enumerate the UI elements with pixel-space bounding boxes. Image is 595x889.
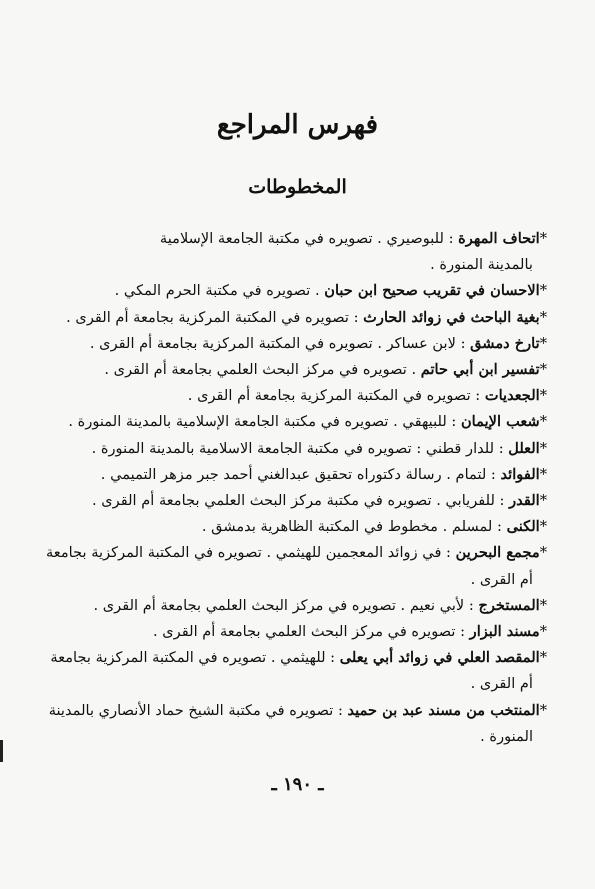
entry-title: القدر [509,492,540,510]
entry-description: . تصويره في مركز البحث العلمي بجامعة أم القرى . [104,361,421,379]
entry-bullet: * [539,465,547,483]
entry-description: : للهيثمي . تصويره في المكتبة المركزية بجامعة [50,649,340,667]
entry-title: المنتخب من مسند عبد بن حميد [347,701,540,719]
entry-title: الاحسان في تقريب صحيح ابن حبان [324,282,540,300]
entry-bullet: * [539,334,547,352]
section-heading: المخطوطات [248,176,347,198]
entry-description: : تصويره في مكتبة الشيخ حماد الأنصاري بالمدينة [48,701,348,719]
entry-title: المستخرج [478,596,540,614]
reference-entry [28,514,547,540]
reference-entry [28,409,547,435]
entry-description: : لأبي نعيم . تصويره في مركز البحث العلمي بجامعة أم القرى . [93,596,479,614]
reference-entry [28,305,547,331]
entry-title: المقصد العلي في زوائد أبي يعلى [339,649,540,667]
page-number: ـ ١٩٠ ـ [271,774,324,795]
entry-continuation: أم القرى . [470,675,533,693]
entry-bullet: * [539,439,547,457]
entry-bullet: * [539,492,547,510]
reference-entry [28,331,547,357]
entry-description: : للفريابي . تصويره في مكتبة مركز البحث العلمي بجامعة أم القرى . [91,492,510,510]
reference-entry [28,462,547,488]
entry-continuation: المنورة . [480,727,533,745]
scan-edge-mark [0,740,3,762]
entry-description: . تصويره في مكتبة الحرم المكي . [114,282,325,300]
entry-description: : للدار قطني : تصويره في مكتبة الجامعة الاسلامية بالمدينة المنورة . [91,439,509,457]
entry-description: : للبوصيري . تصويره في مكتبة الجامعة الإسلامية [159,230,459,247]
entry-title: الكنى [506,518,540,536]
reference-list [28,226,547,750]
reference-entry [28,645,547,697]
entry-description: : لمسلم . مخطوط في المكتبة الظاهرية بدمشق . [201,518,507,536]
entry-bullet: * [539,230,547,247]
entry-description: : تصويره في المكتبة المركزية بجامعة أم القرى . [66,308,364,326]
reference-entry [28,383,547,409]
entry-title: اتحاف المهرة [458,230,540,247]
entry-bullet: * [539,544,547,562]
entry-title: تفسير ابن أبي حاتم [420,361,540,379]
entry-bullet: * [539,518,547,536]
reference-entry [28,278,547,304]
entry-continuation: أم القرى . [470,570,533,588]
entry-bullet: * [539,308,547,326]
page-title: فهرس المراجع [216,110,379,140]
entry-bullet: * [539,623,547,641]
entry-description: : للبيهقي . تصويره في مكتبة الجامعة الإسلامية بالمدينة المنورة . [68,413,461,431]
entry-title: شعب الإيمان [460,413,540,431]
entry-continuation: بالمدينة المنورة . [430,256,533,274]
entry-bullet: * [539,387,547,405]
entry-title: مسند البزار [469,623,540,641]
entry-title: الجعديات [484,387,540,405]
entry-bullet: * [539,413,547,431]
entry-bullet: * [539,701,547,719]
entry-title: مجمع البحرين [455,544,540,562]
reference-entry [28,488,547,514]
entry-bullet: * [539,282,547,300]
entry-description: : تصويره في مركز البحث العلمي بجامعة أم القرى . [152,623,470,641]
entry-title: الفوائد [500,465,540,483]
entry-title: تارخ دمشق [470,334,540,352]
reference-entry [28,619,547,645]
entry-bullet: * [539,361,547,379]
entry-bullet: * [539,596,547,614]
entry-description: : في زوائد المعجمين للهيثمي . تصويره في المكتبة المركزية بجامعة [45,544,456,562]
entry-bullet: * [539,649,547,667]
entry-description: : لتمام . رسالة دكتوراه تحقيق عبدالغني أحمد جبر مزهر التميمي . [100,465,501,483]
reference-entry [28,436,547,462]
reference-entry [28,540,547,592]
reference-entry [28,593,547,619]
entry-description: : لابن عساكر . تصويره في المكتبة المركزية بجامعة أم القرى . [89,334,471,352]
entry-title: العلل [508,439,540,457]
entry-description: : تصويره في المكتبة المركزية بجامعة أم القرى . [187,387,485,405]
reference-entry [28,226,547,278]
reference-entry [28,698,547,750]
entry-title: بغية الباحث في زوائد الحارث [363,308,540,326]
reference-entry [28,357,547,383]
